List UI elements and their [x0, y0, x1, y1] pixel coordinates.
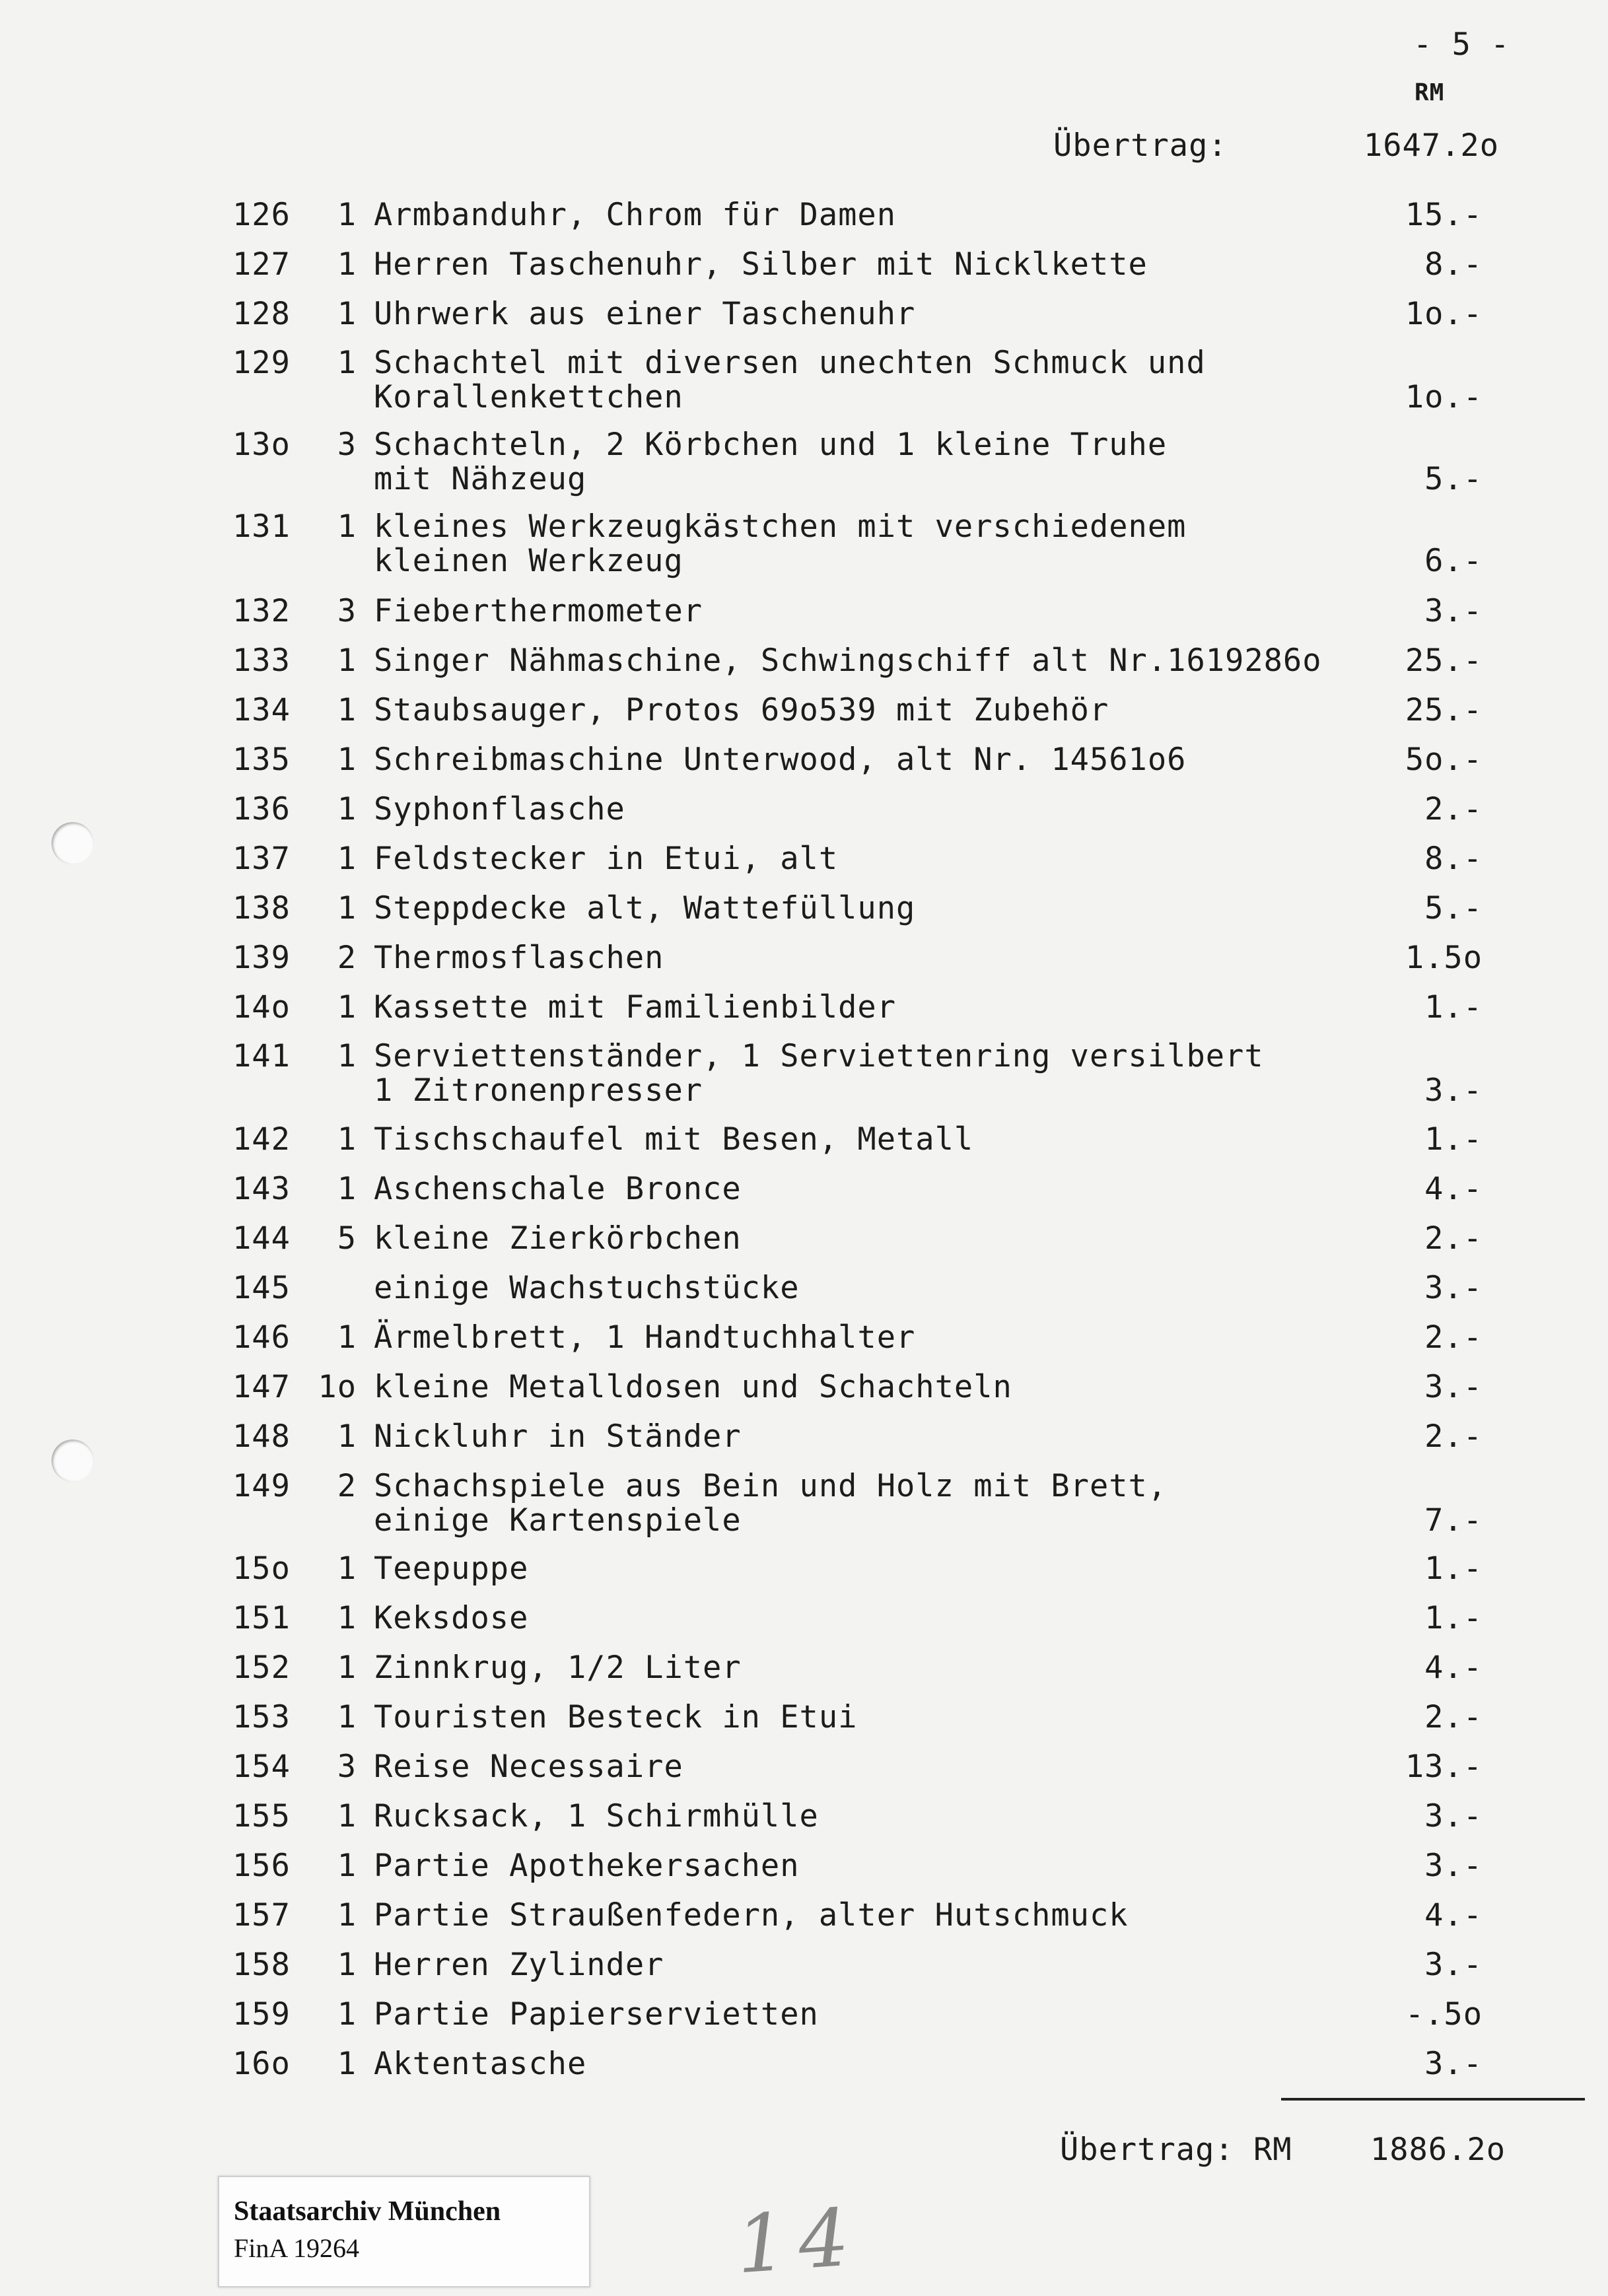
item-description: Aschenschale Bronce [374, 1171, 742, 1207]
item-quantity: 1 [337, 1699, 357, 1735]
item-number: 135 [232, 742, 291, 778]
item-number: 136 [232, 791, 291, 827]
item-quantity: 1o [318, 1369, 357, 1405]
item-price: 3.- [1424, 593, 1483, 629]
item-quantity: 1 [337, 1038, 357, 1074]
item-number: 142 [232, 1121, 291, 1158]
item-price: 1.5o [1405, 940, 1483, 976]
item-number: 155 [232, 1798, 291, 1834]
item-description: Armbanduhr, Chrom für Damen [374, 197, 897, 233]
item-description: Serviettenständer, 1 Serviettenring versilbert 1 Zitronenpresser [374, 1038, 1264, 1109]
item-quantity: 1 [337, 1171, 357, 1207]
item-price: 13.- [1405, 1749, 1483, 1785]
item-price: 7.- [1424, 1502, 1483, 1539]
item-price: 1.- [1424, 1600, 1483, 1636]
item-quantity: 1 [337, 643, 357, 679]
item-price: 3.- [1424, 1947, 1483, 1983]
item-number: 138 [232, 890, 291, 926]
item-price: 3.- [1424, 1369, 1483, 1405]
item-description: Feldstecker in Etui, alt [374, 841, 839, 877]
item-price: 15.- [1405, 197, 1483, 233]
item-description: Rucksack, 1 Schirmhülle [374, 1798, 819, 1834]
item-price: 2.- [1424, 791, 1483, 827]
item-description: Fieberthermometer [374, 593, 703, 629]
total-rule [1281, 2098, 1585, 2101]
item-quantity: 1 [337, 692, 357, 728]
item-description: Thermosflaschen [374, 940, 664, 976]
item-quantity: 1 [337, 1600, 357, 1636]
item-number: 128 [232, 296, 291, 332]
item-number: 131 [232, 508, 291, 545]
item-price: 1.- [1424, 989, 1483, 1026]
carry-in-value: 1647.2o [1363, 127, 1499, 164]
item-number: 151 [232, 1600, 291, 1636]
carry-out-label: Übertrag: RM [1060, 2132, 1292, 2168]
item-number: 16o [232, 2046, 291, 2082]
item-number: 139 [232, 940, 291, 976]
item-number: 147 [232, 1369, 291, 1405]
item-quantity: 1 [337, 2046, 357, 2082]
item-description: Partie Straußenfedern, alter Hutschmuck [374, 1897, 1129, 1933]
item-price: 2.- [1424, 1220, 1483, 1257]
item-price: 3.- [1424, 1848, 1483, 1884]
carry-in-label: Übertrag: [1053, 127, 1228, 164]
archive-reference: FinA 19264 [234, 2233, 360, 2263]
item-description: Steppdecke alt, Wattefüllung [374, 890, 916, 926]
punch-hole [52, 1440, 94, 1482]
item-number: 145 [232, 1270, 291, 1306]
item-description: Zinnkrug, 1/2 Liter [374, 1650, 742, 1686]
item-quantity: 1 [337, 1848, 357, 1884]
item-price: 25.- [1405, 643, 1483, 679]
item-price: 1.- [1424, 1121, 1483, 1158]
item-number: 129 [232, 345, 291, 381]
item-quantity: 1 [337, 1319, 357, 1356]
item-price: 3.- [1424, 1798, 1483, 1834]
item-number: 133 [232, 643, 291, 679]
item-price: 4.- [1424, 1897, 1483, 1933]
item-description: Schachspiele aus Bein und Holz mit Brett, einige Kartenspiele [374, 1468, 1168, 1539]
item-price: -.5o [1405, 1996, 1483, 2033]
item-price: 3.- [1424, 1270, 1483, 1306]
item-description: Schreibmaschine Unterwood, alt Nr. 14561o6 [374, 742, 1187, 778]
punch-hole [52, 822, 94, 864]
archive-stamp [218, 2176, 590, 2287]
item-description: Schachteln, 2 Körbchen und 1 kleine Truhe mit Nähzeug [374, 427, 1168, 497]
handwritten-folio-number: 14 [733, 2191, 864, 2292]
item-description: Schachtel mit diversen unechten Schmuck und Korallenkettchen [374, 345, 1206, 415]
item-quantity: 2 [337, 940, 357, 976]
item-description: Keksdose [374, 1600, 529, 1636]
item-description: Herren Zylinder [374, 1947, 664, 1983]
item-description: Singer Nähmaschine, Schwingschiff alt Nr.1619286o [374, 643, 1322, 679]
item-number: 152 [232, 1650, 291, 1686]
item-number: 153 [232, 1699, 291, 1735]
item-number: 127 [232, 246, 291, 283]
currency-header: RM [1415, 79, 1445, 106]
item-number: 149 [232, 1468, 291, 1504]
item-quantity: 1 [337, 508, 357, 545]
item-price: 5.- [1424, 890, 1483, 926]
item-description: Kassette mit Familienbilder [374, 989, 897, 1026]
item-description: Uhrwerk aus einer Taschenuhr [374, 296, 916, 332]
item-description: einige Wachstuchstücke [374, 1270, 800, 1306]
item-number: 143 [232, 1171, 291, 1207]
item-price: 8.- [1424, 841, 1483, 877]
item-quantity: 2 [337, 1468, 357, 1504]
item-description: Partie Apothekersachen [374, 1848, 800, 1884]
item-price: 3.- [1424, 1072, 1483, 1109]
item-description: kleine Zierkörbchen [374, 1220, 742, 1257]
item-quantity: 1 [337, 246, 357, 283]
item-price: 4.- [1424, 1650, 1483, 1686]
item-price: 5.- [1424, 461, 1483, 497]
item-number: 158 [232, 1947, 291, 1983]
item-description: Syphonflasche [374, 791, 625, 827]
item-number: 137 [232, 841, 291, 877]
item-price: 1.- [1424, 1550, 1483, 1587]
item-quantity: 1 [337, 1121, 357, 1158]
item-number: 132 [232, 593, 291, 629]
item-quantity: 1 [337, 197, 357, 233]
item-price: 6.- [1424, 543, 1483, 579]
item-price: 2.- [1424, 1319, 1483, 1356]
archive-name: Staatsarchiv München [234, 2196, 501, 2227]
page-number: - 5 - [1413, 26, 1510, 63]
item-quantity: 3 [337, 427, 357, 463]
item-number: 134 [232, 692, 291, 728]
item-quantity: 1 [337, 791, 357, 827]
item-quantity: 1 [337, 841, 357, 877]
item-quantity: 1 [337, 1947, 357, 1983]
item-quantity: 1 [337, 989, 357, 1026]
item-description: Herren Taschenuhr, Silber mit Nicklkette [374, 246, 1148, 283]
item-description: Tischschaufel mit Besen, Metall [374, 1121, 974, 1158]
item-price: 25.- [1405, 692, 1483, 728]
carry-out-value: 1886.2o [1370, 2132, 1506, 2168]
item-number: 126 [232, 197, 291, 233]
item-description: Teepuppe [374, 1550, 529, 1587]
item-price: 2.- [1424, 1699, 1483, 1735]
item-number: 159 [232, 1996, 291, 2033]
item-quantity: 3 [337, 1749, 357, 1785]
item-quantity: 1 [337, 742, 357, 778]
item-number: 141 [232, 1038, 291, 1074]
item-number: 157 [232, 1897, 291, 1933]
item-quantity: 1 [337, 1798, 357, 1834]
item-description: kleines Werkzeugkästchen mit verschiedenem kleinen Werkzeug [374, 508, 1187, 579]
item-quantity: 1 [337, 1650, 357, 1686]
item-quantity: 5 [337, 1220, 357, 1257]
item-description: kleine Metalldosen und Schachteln [374, 1369, 1012, 1405]
item-quantity: 1 [337, 890, 357, 926]
item-quantity: 1 [337, 1418, 357, 1455]
item-description: Touristen Besteck in Etui [374, 1699, 858, 1735]
item-quantity: 1 [337, 1550, 357, 1587]
item-price: 5o.- [1405, 742, 1483, 778]
item-price: 2.- [1424, 1418, 1483, 1455]
item-description: Partie Papierservietten [374, 1996, 819, 2033]
item-quantity: 1 [337, 1996, 357, 2033]
item-quantity: 1 [337, 345, 357, 381]
item-number: 154 [232, 1749, 291, 1785]
item-price: 1o.- [1405, 296, 1483, 332]
item-number: 148 [232, 1418, 291, 1455]
item-description: Aktentasche [374, 2046, 587, 2082]
item-price: 8.- [1424, 246, 1483, 283]
item-quantity: 1 [337, 296, 357, 332]
item-number: 15o [232, 1550, 291, 1587]
item-description: Nickluhr in Ständer [374, 1418, 742, 1455]
item-description: Staubsauger, Protos 69o539 mit Zubehör [374, 692, 1109, 728]
item-quantity: 3 [337, 593, 357, 629]
item-number: 156 [232, 1848, 291, 1884]
item-description: Reise Necessaire [374, 1749, 683, 1785]
item-price: 1o.- [1405, 379, 1483, 415]
item-number: 13o [232, 427, 291, 463]
item-number: 146 [232, 1319, 291, 1356]
item-number: 14o [232, 989, 291, 1026]
item-number: 144 [232, 1220, 291, 1257]
item-price: 4.- [1424, 1171, 1483, 1207]
item-price: 3.- [1424, 2046, 1483, 2082]
item-description: Ärmelbrett, 1 Handtuchhalter [374, 1319, 916, 1356]
item-quantity: 1 [337, 1897, 357, 1933]
